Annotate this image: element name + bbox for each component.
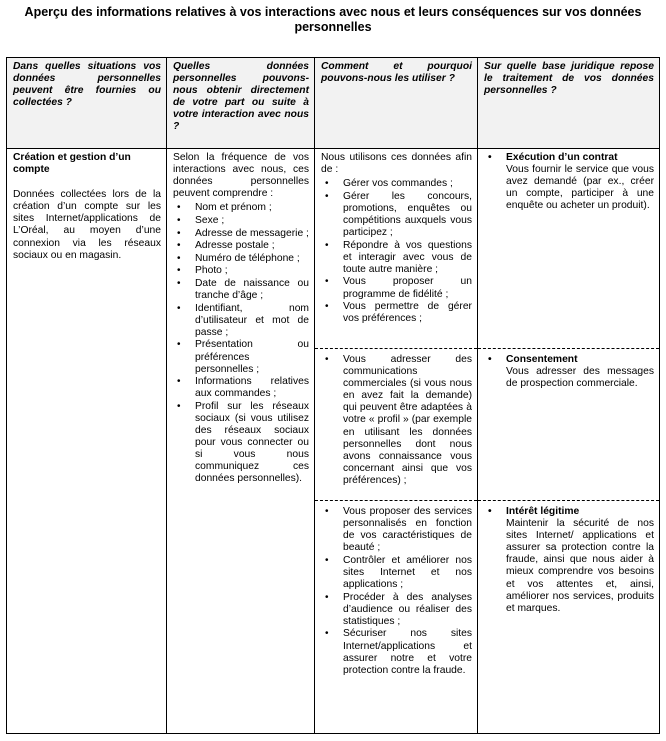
interactions-table [6,57,660,734]
uses-cell [315,149,478,734]
uses-list-3 [321,506,472,677]
list-item: • Répondre à vos questions et interagir avec vous de toute autre manière ; [321,240,472,276]
uses-group-3 [315,500,477,706]
legal-basis-text: Maintenir la sécurité de nos sites Internet/ applications et assurer sa protection contre la fraude, ainsi que nous aider à mieux comprendre vos besoins et vos attentes et, ainsi, améliorer nos services, produits et marques. [506,518,654,614]
list-item: • Présentation ou préférences personnelles ; [173,339,309,375]
data-list [173,202,309,485]
list-item: • Nom et prénom ; [173,202,309,214]
list-item: • Vous permettre de gérer vos préférences ; [321,301,472,325]
uses-list-2 [321,354,472,487]
uses-intro: Nous utilisons ces données afin de : [321,152,472,176]
uses-list-1 [321,178,472,325]
table-row [7,149,660,734]
list-item: • Sécuriser nos sites Internet/applications et assurer notre et votre protection contre la fraude. [321,628,472,676]
legal-basis-text: Vous fournir le service que vous avez demandé (par ex., créer un compte, participer à une enquête ou acheter un produit). [506,164,654,212]
list-item: • Vous proposer des services personnalisés en fonction de vos caractéristiques de beauté ; [321,506,472,554]
legal-basis-title: • Consentement [484,354,654,366]
situation-cell [7,149,167,734]
legal-basis-title: • Exécution d’un contrat [484,152,654,164]
legal-basis-legitimate-interest [478,500,659,706]
list-item: • Vous proposer un programme de fidélité ; [321,276,472,300]
list-item: • Identifiant, nom d’utilisateur et mot de passe ; [173,303,309,339]
situation-title: Création et gestion d’un compte [13,152,131,176]
uses-group-2 [315,348,477,500]
list-item: • Profil sur les réseaux sociaux (si vous utilisez des réseaux sociaux pour vous connecter ou si vous nous communiquez ces données personnelles). [173,401,309,486]
header-uses: Comment et pourquoi pouvons-nous les utiliser ? [315,58,478,149]
list-item: • Vous adresser des communications commerciales (si vous nous en avez fait la demande) qui peuvent être adaptées à votre « profil » (par exemple en utilisant les données personnelles dont nous avons connaissance vous concernant ainsi que vos préférences) ; [321,354,472,487]
uses-group-1 [321,152,472,348]
legal-basis-cell [478,149,660,734]
list-item: • Adresse de messagerie ; [173,228,309,240]
list-item: • Procéder à des analyses d’audience ou réaliser des statistiques ; [321,592,472,628]
list-item: • Sexe ; [173,215,309,227]
list-item: • Numéro de téléphone ; [173,253,309,265]
header-legal-basis: Sur quelle base juridique repose le traitement de vos données personnelles ? [478,58,660,149]
list-item: • Gérer les concours, promotions, enquêtes ou compétitions auxquels vous participez ; [321,191,472,239]
data-intro: Selon la fréquence de vos interactions avec nous, ces données personnelles peuvent comprendre : [173,152,309,200]
list-item: • Photo ; [173,265,309,277]
header-situations: Dans quelles situations vos données personnelles peuvent être fournies ou collectées ? [7,58,167,149]
table-header-row [7,58,660,149]
situation-text: Données collectées lors de la création d’un compte sur les sites Internet/applications de L’Oréal, au moyen d’une connexion via les réseaux sociaux ou en magasin. [13,189,161,261]
data-collected-cell [167,149,315,734]
legal-basis-text: Vous adresser des messages de prospection commerciale. [506,366,654,390]
list-item: • Informations relatives aux commandes ; [173,376,309,400]
legal-basis-consent [478,348,659,500]
list-item: • Contrôler et améliorer nos sites Internet et nos applications ; [321,555,472,591]
list-item: • Date de naissance ou tranche d’âge ; [173,278,309,302]
list-item: • Adresse postale ; [173,240,309,252]
document-title: Aperçu des informations relatives à vos interactions avec nous et leurs conséquences sur vos données personnelles [24,5,642,34]
legal-basis-contract [484,152,654,348]
header-data-collected: Quelles données personnelles pouvons-nous obtenir directement de votre part ou suite à votre interaction avec nous ? [167,58,315,149]
list-item: • Gérer vos commandes ; [321,178,472,190]
legal-basis-title: • Intérêt légitime [484,506,654,518]
